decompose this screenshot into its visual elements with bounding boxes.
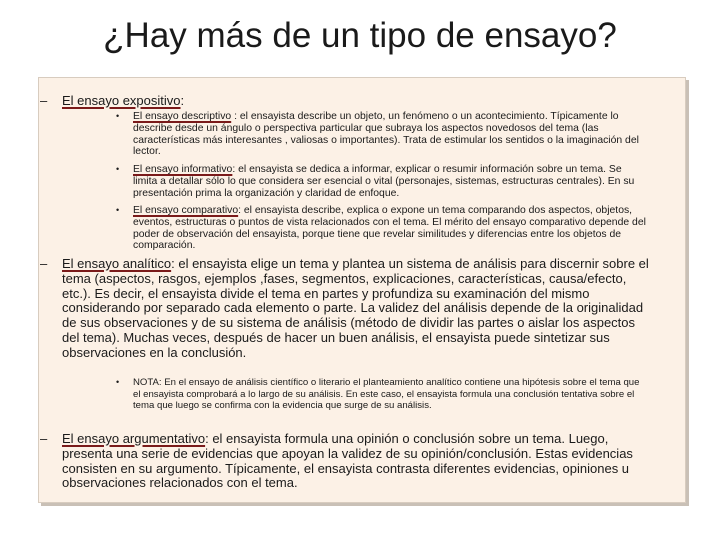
dash-marker: – — [40, 431, 48, 446]
item-ensayo-analitico — [40, 256, 652, 361]
term-expositivo: El ensayo expositivo — [62, 93, 181, 108]
text-informativo: : el ensayista se dedica a informar, explicar o resumir información sobre un tema. Se limita a detallar sólo lo que considera ser esencial o vital (personajes, sistemas, estructuras centrales). En su presentación prima la organización y claridad de enfoque. — [133, 164, 635, 199]
slide-title: ¿Hay más de un tipo de ensayo? — [103, 16, 617, 55]
bullet-marker: • — [116, 205, 120, 215]
text-expositivo: : — [180, 93, 185, 108]
nota-analitico — [116, 377, 648, 412]
subitem-comparativo — [116, 205, 648, 252]
term-informativo: El ensayo informativo — [133, 164, 233, 175]
term-descriptivo: El ensayo descriptivo — [133, 111, 232, 122]
text-descriptivo: : el ensayista describe un objeto, un fenómeno o un acontecimiento. Típicamente lo describe desde un ángulo o perspectiva particular que subraya los aspectos novedosos del tema (las características más interesantes , valiosas o importantes). Trata de estimular los sentidos o la imaginación del lector. — [133, 111, 639, 158]
bullet-marker: • — [116, 111, 120, 121]
subitem-informativo — [116, 164, 648, 199]
text-argumentativo: : el ensayista formula una opinión o conclusión sobre un tema. Luego, presenta una serie de evidencias que apoyan la validez de su opinión/conclusión. Estas evidencias consisten en su argumento. Típicamente, el ensayista contrasta diferentes evidencias, opiniones u observaciones relacionados con el tema. — [62, 431, 633, 491]
item-ensayo-expositivo — [40, 93, 652, 109]
subitem-descriptivo — [116, 111, 648, 158]
bullet-marker: • — [116, 164, 120, 174]
term-argumentativo: El ensayo argumentativo — [62, 431, 206, 446]
dash-marker: – — [40, 93, 48, 108]
bullet-marker: • — [116, 377, 120, 387]
item-ensayo-argumentativo — [40, 431, 652, 491]
text-analitico: : el ensayista elige un tema y plantea un sistema de análisis para discernir sobre el tema (aspectos, rasgos, ejemplos ,fases, segmentos, explicaciones, características, causa/efecto, etc.). Es decir, el ensayista divide el tema en partes y profundiza su examinación del mismo considerando por separado cada elemento o parte. La validez del análisis depende de la originalidad de sus observaciones y de su sistema de análisis (método de dividir las partes o aislar los aspectos del tema). Muchas veces, después de hacer un buen análisis, el ensayista puede sintetizar sus observaciones en la conclusión. — [62, 256, 649, 360]
text-comparativo: : el ensayista describe, explica o expone un tema comparando dos aspectos, objetos, eventos, estructuras o puntos de vista relacionados con el tema. El mérito del ensayo comparativo depende del poder de observación del ensayista, porque tiene que revelar similitudes y diferencias entre los objetos de comparación. — [133, 205, 646, 252]
dash-marker: – — [40, 256, 48, 271]
term-analitico: El ensayo analítico — [62, 256, 172, 271]
nota-text: NOTA: En el ensayo de análisis científico o literario el planteamiento analítico contiene una hipótesis sobre el tema que el ensayista comprobará a lo largo de su análisis. En este caso, el ensayista formula una conclusión tentativa sobre el tema que luego se confirma con la evidencia que surge de su análisis. — [133, 377, 640, 411]
term-comparativo: El ensayo comparativo — [133, 205, 239, 216]
